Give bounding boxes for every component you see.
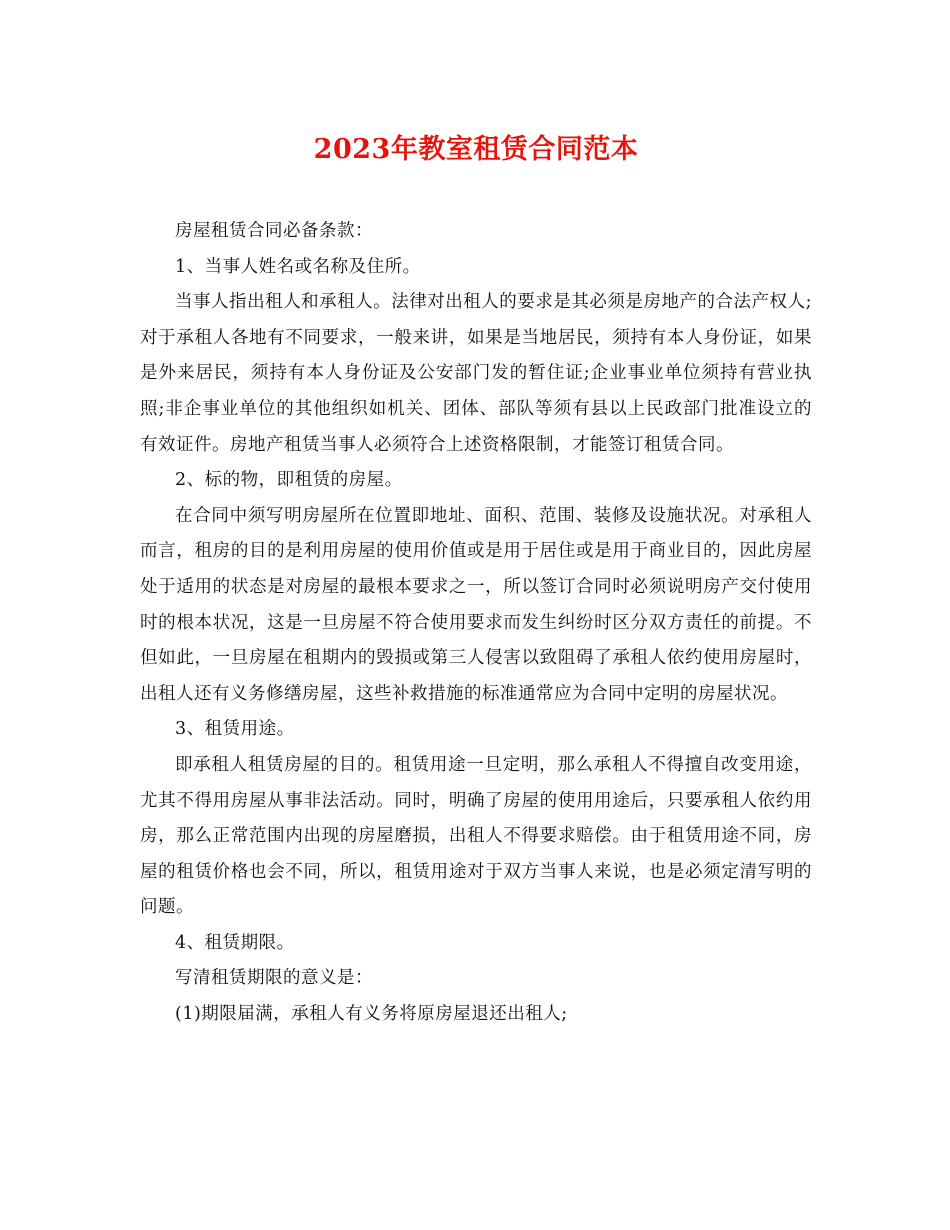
paragraph: 1、当事人姓名或名称及住所。 xyxy=(175,256,421,277)
paragraph: 即承租人租赁房屋的目的。租赁用途一旦定明，那么承租人不得擅自改变用途，尤其不得用房屋从事非法活动。同时，明确了房屋的使用用途后，只要承租人依约用房，那么正常范围内出现的房屋磨损，出租人不得要求赔偿。由于租赁用途不同，房屋的租赁价格也会不同，所以，租赁用途对于双方当事人来说，也是必须定清写明的问题。 xyxy=(140,754,812,918)
document-title: 2023年教室租赁合同范本 xyxy=(313,134,639,165)
paragraph: 房屋租赁合同必备条款： xyxy=(175,221,373,241)
paragraph: 在合同中须写明房屋所在位置即地址、面积、范围、装修及设施状况。对承租人而言，租房的目的是利用房屋的使用价值或是用于居住或是用于商业目的，因此房屋处于适用的状态是对房屋的最根本要求之一，所以签订合同时必须说明房产交付使用时的根本状况，这是一旦房屋不符合使用要求而发生纠纷时区分双方责任的前提。不但如此，一旦房屋在租期内的毁损或第三人侵害以致阻碍了承租人依约使用房屋时，出租人还有义务修缮房屋，这些补救措施的标准通常应为合同中定明的房屋状况。 xyxy=(140,505,812,704)
document-page xyxy=(140,130,812,1033)
paragraph: 当事人指出租人和承租人。法律对出租人的要求是其必须是房地产的合法产权人;对于承租人各地有不同要求，一般来讲，如果是当地居民，须持有本人身份证，如果是外来居民，须持有本人身份证及公安部门发的暂住证;企业事业单位须持有营业执照;非企事业单位的其他组织如机关、团体、部队等须有县以上民政部门批准设立的有效证件。房地产租赁当事人必须符合上述资格限制，才能签订租赁合同。 xyxy=(140,292,812,455)
paragraph: (1)期限届满，承租人有义务将原房屋退还出租人; xyxy=(175,1004,568,1025)
paragraph: 4、租赁期限。 xyxy=(175,932,295,953)
paragraph: 2、标的物，即租赁的房屋。 xyxy=(175,470,403,491)
paragraph: 写清租赁期限的意义是： xyxy=(175,968,373,989)
paragraph: 3、租赁用途。 xyxy=(175,719,295,740)
